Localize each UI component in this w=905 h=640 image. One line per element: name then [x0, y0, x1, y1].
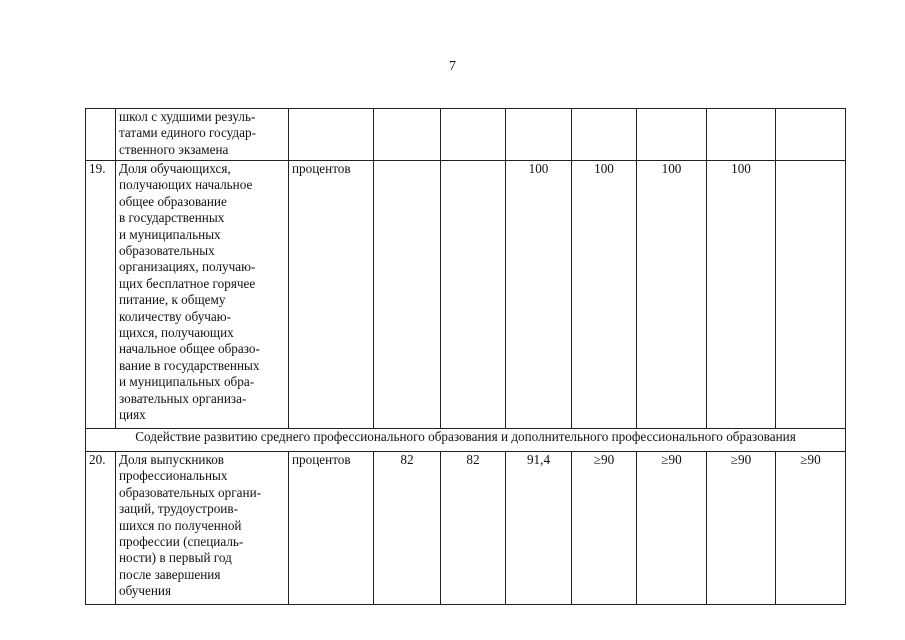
- section-heading: Содействие развитию среднего профессионального образования и дополнительного профессионального образования: [86, 429, 846, 452]
- indicator-name-line: и муниципальных: [119, 226, 221, 242]
- indicator-name-line: ственного экзамена: [119, 141, 229, 157]
- value-cell: ≥90: [776, 452, 846, 605]
- value-cell: [572, 109, 637, 161]
- indicator-name-line: циях: [119, 407, 146, 423]
- row-number-cell: 19.: [86, 161, 116, 429]
- indicator-name-line: татами единого государ-: [119, 125, 256, 141]
- value-cell: 82: [374, 452, 441, 605]
- indicator-name-cell: [116, 161, 289, 429]
- table-row-19: [86, 161, 846, 429]
- indicator-name-line: Доля обучающихся,: [119, 161, 231, 176]
- value-cell: 82: [441, 452, 506, 605]
- indicator-name-line: профессиональных: [119, 468, 228, 484]
- indicator-name-cell: [116, 452, 289, 605]
- indicator-name-line: образовательных органи-: [119, 484, 262, 500]
- value-cell: ≥90: [637, 452, 707, 605]
- indicator-name-line: заций, трудоустроив-: [119, 501, 238, 517]
- value-cell: [776, 109, 846, 161]
- value-cell: 100: [572, 161, 637, 429]
- page-number: 7: [449, 59, 456, 74]
- indicator-name-line: образовательных: [119, 243, 215, 259]
- value-cell: [441, 161, 506, 429]
- indicator-name-line: общее образование: [119, 193, 227, 209]
- indicator-name-line: получающих начальное: [119, 177, 253, 193]
- table-row-20: [86, 452, 846, 605]
- indicator-name-line: профессии (специаль-: [119, 534, 244, 550]
- indicator-name-line: зовательных организа-: [119, 390, 247, 406]
- indicator-name-line: количеству обучаю-: [119, 308, 232, 324]
- row-number-cell: 20.: [86, 452, 116, 605]
- value-cell: [374, 109, 441, 161]
- value-cell: 100: [637, 161, 707, 429]
- indicator-name-line: ности) в первый год: [119, 550, 232, 566]
- value-cell: [506, 109, 572, 161]
- indicator-name-line: и муниципальных обра-: [119, 374, 255, 390]
- section-heading-row: [86, 429, 846, 452]
- indicator-name-line: в государственных: [119, 210, 225, 226]
- value-cell: [637, 109, 707, 161]
- indicator-name-line: Доля выпускников: [119, 452, 225, 467]
- indicators-table: [85, 108, 846, 605]
- indicator-name-line: шихся по полученной: [119, 517, 242, 533]
- indicator-name-line: начальное общее образо-: [119, 341, 260, 357]
- value-cell: ≥90: [572, 452, 637, 605]
- value-cell: [374, 161, 441, 429]
- indicator-name-cell: [116, 109, 289, 161]
- indicator-name-line: организациях, получаю-: [119, 259, 256, 275]
- value-cell: [776, 161, 846, 429]
- unit-cell: процентов: [289, 161, 374, 429]
- unit-cell: процентов: [289, 452, 374, 605]
- value-cell: 100: [707, 161, 776, 429]
- indicator-name-line: щихся, получающих: [119, 325, 234, 341]
- value-cell: [441, 109, 506, 161]
- unit-cell: [289, 109, 374, 161]
- value-cell: [707, 109, 776, 161]
- indicator-name-line: щих бесплатное горячее: [119, 275, 256, 291]
- value-cell: ≥90: [707, 452, 776, 605]
- indicator-name-line: школ с худшими резуль-: [119, 109, 256, 124]
- indicator-name-line: питание, к общему: [119, 292, 226, 308]
- indicator-name-line: вание в государственных: [119, 357, 260, 373]
- value-cell: 100: [506, 161, 572, 429]
- row-number-cell: [86, 109, 116, 161]
- table-row-18-continuation: [86, 109, 846, 161]
- indicator-name-line: после завершения: [119, 566, 221, 582]
- value-cell: 91,4: [506, 452, 572, 605]
- indicator-name-line: обучения: [119, 583, 172, 599]
